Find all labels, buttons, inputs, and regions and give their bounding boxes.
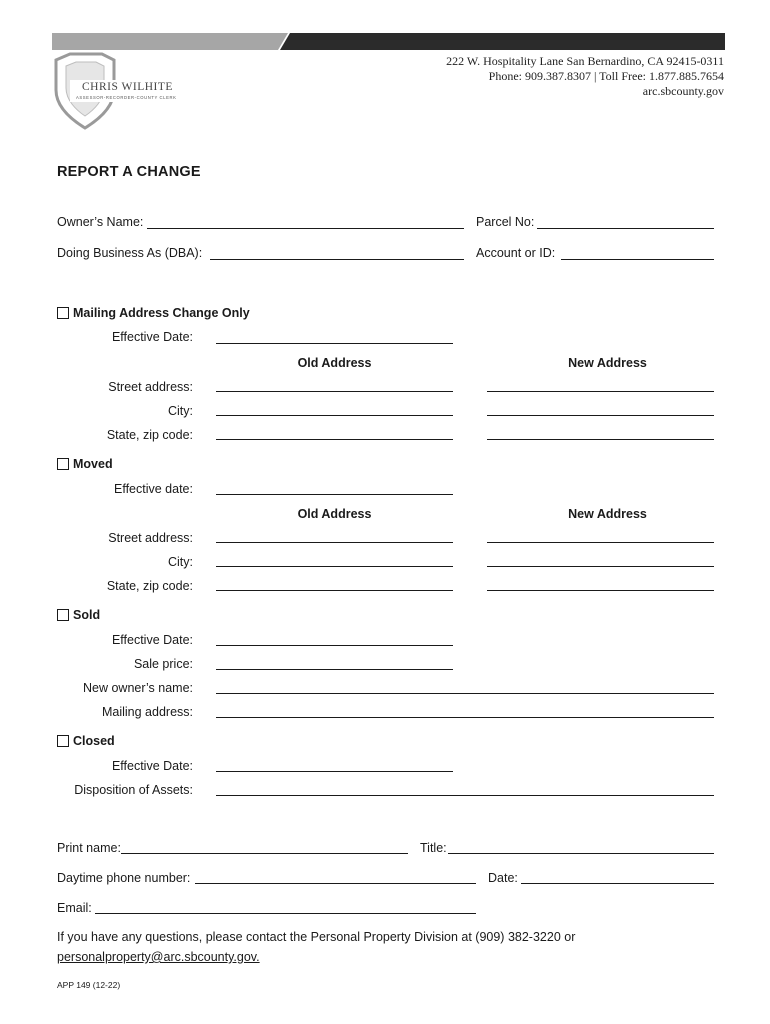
print-name-field[interactable]	[121, 853, 408, 854]
closed-effective-date-label: Effective Date:	[111, 759, 193, 773]
dba-label: Doing Business As (DBA):	[57, 246, 203, 260]
office-phone: Phone: 909.387.8307 | Toll Free: 1.877.885.7654	[488, 69, 724, 83]
moved-effective-date-label: Effective date:	[114, 482, 193, 496]
moved-new-address-heading: New Address	[568, 507, 647, 521]
print-name-label: Print name:	[57, 841, 121, 855]
moved-new-state-zip-field[interactable]	[487, 590, 714, 591]
account-id-label: Account or ID:	[476, 246, 556, 260]
moved-new-street-field[interactable]	[487, 542, 714, 543]
new-owner-field[interactable]	[216, 693, 714, 694]
mailing-effective-date-field[interactable]	[216, 343, 453, 344]
logo-name: CHRIS WILHITE	[82, 81, 173, 93]
sold-section	[57, 607, 100, 623]
mailing-new-city-field[interactable]	[487, 415, 714, 416]
disposition-field[interactable]	[216, 795, 714, 796]
mailing-city-label: City:	[168, 404, 193, 418]
mailing-street-label: Street address:	[108, 380, 193, 394]
moved-state-zip-label: State, zip code:	[106, 579, 193, 593]
sold-checkbox[interactable]	[57, 609, 69, 621]
closed-effective-date-field[interactable]	[216, 771, 453, 772]
disposition-label: Disposition of Assets:	[74, 783, 193, 797]
closed-section	[57, 733, 115, 749]
moved-old-street-field[interactable]	[216, 542, 453, 543]
parcel-no-field[interactable]	[537, 228, 714, 229]
sold-effective-date-label: Effective Date:	[111, 633, 193, 647]
sold-effective-date-field[interactable]	[216, 645, 453, 646]
moved-new-city-field[interactable]	[487, 566, 714, 567]
mailing-old-street-field[interactable]	[216, 391, 453, 392]
mailing-change-section	[57, 305, 250, 321]
mailing-change-heading: Mailing Address Change Only	[73, 306, 250, 320]
mailing-new-address-heading: New Address	[568, 356, 647, 370]
sold-mailing-address-label: Mailing address:	[101, 705, 193, 719]
phone-field[interactable]	[195, 883, 476, 884]
page-title: REPORT A CHANGE	[57, 164, 201, 180]
moved-old-state-zip-field[interactable]	[216, 590, 453, 591]
office-website: arc.sbcounty.gov	[642, 84, 724, 98]
mailing-new-state-zip-field[interactable]	[487, 439, 714, 440]
moved-checkbox[interactable]	[57, 458, 69, 470]
mailing-effective-date-label: Effective Date:	[111, 330, 193, 344]
owner-name-field[interactable]	[147, 228, 464, 229]
sale-price-field[interactable]	[216, 669, 453, 670]
county-logo	[52, 52, 212, 130]
office-address: 222 W. Hospitality Lane San Bernardino, CA 92415-0311	[446, 54, 724, 68]
title-label: Title:	[420, 841, 447, 855]
contact-email-link[interactable]: personalproperty@arc.sbcounty.gov.	[57, 950, 260, 964]
mailing-change-checkbox[interactable]	[57, 307, 69, 319]
closed-heading: Closed	[73, 734, 115, 748]
contact-note: If you have any questions, please contact the Personal Property Division at (909) 382-3220 or	[57, 930, 576, 944]
moved-old-address-heading: Old Address	[297, 507, 372, 521]
moved-street-label: Street address:	[108, 531, 193, 545]
moved-old-city-field[interactable]	[216, 566, 453, 567]
mailing-old-city-field[interactable]	[216, 415, 453, 416]
account-id-field[interactable]	[561, 259, 714, 260]
sold-mailing-address-field[interactable]	[216, 717, 714, 718]
title-field[interactable]	[448, 853, 714, 854]
form-number: APP 149 (12-22)	[57, 980, 121, 990]
date-field[interactable]	[521, 883, 714, 884]
mailing-state-zip-label: State, zip code:	[106, 428, 193, 442]
email-label: Email:	[57, 901, 92, 915]
sold-heading: Sold	[73, 608, 101, 622]
parcel-no-label: Parcel No:	[476, 215, 535, 229]
dba-field[interactable]	[210, 259, 464, 260]
moved-section	[57, 456, 113, 472]
date-label: Date:	[488, 871, 518, 885]
new-owner-label: New owner’s name:	[82, 681, 193, 695]
logo-subtitle: ASSESSOR-RECORDER-COUNTY CLERK	[76, 95, 177, 100]
moved-heading: Moved	[73, 457, 113, 471]
mailing-new-street-field[interactable]	[487, 391, 714, 392]
email-field[interactable]	[95, 913, 476, 914]
closed-checkbox[interactable]	[57, 735, 69, 747]
owner-name-label: Owner’s Name:	[57, 215, 144, 229]
sale-price-label: Sale price:	[133, 657, 193, 671]
moved-effective-date-field[interactable]	[216, 494, 453, 495]
header-bar	[52, 33, 725, 50]
mailing-old-address-heading: Old Address	[297, 356, 372, 370]
phone-label: Daytime phone number:	[57, 871, 191, 885]
mailing-old-state-zip-field[interactable]	[216, 439, 453, 440]
moved-city-label: City:	[168, 555, 193, 569]
